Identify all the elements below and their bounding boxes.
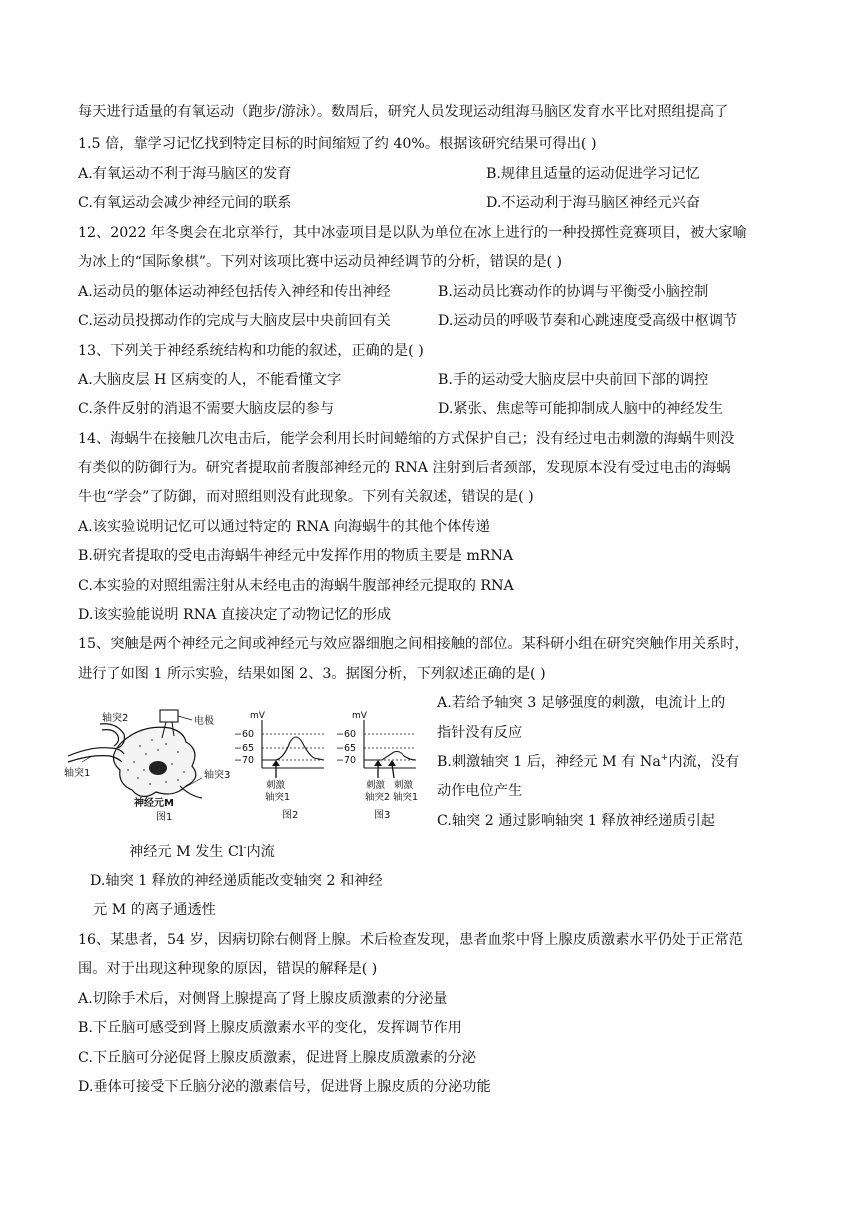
figure-2-potential-plot xyxy=(234,711,324,821)
q15-option-d-line2: 元 M 的离子通透性 xyxy=(93,902,216,918)
q11-option-a: A.有氧运动不利于海马脑区的发育 xyxy=(78,166,292,182)
q16-option-c: C.下丘脑可分泌促肾上腺皮质激素，促进肾上腺皮质激素的分泌 xyxy=(78,1050,476,1066)
fig3-tick-65: −65 xyxy=(336,743,357,754)
q14-option-a: A.该实验说明记忆可以通过特定的 RNA 向海蜗牛的其他个体传递 xyxy=(78,519,490,535)
q12-option-c: C.运动员投掷动作的完成与大脑皮层中央前回有关 xyxy=(78,313,391,329)
q11-stem-line2: 1.5 倍，靠学习记忆找到特定目标的时间缩短了约 40%。根据该研究结果可得出( ) xyxy=(78,136,597,152)
fig2-caption: 图2 xyxy=(282,810,299,821)
q11-option-c: C.有氧运动会减少神经元间的联系 xyxy=(78,195,292,211)
q14-option-b: B.研究者提取的受电击海蜗牛神经元中发挥作用的物质主要是 mRNA xyxy=(78,548,514,564)
q13-option-d: D.紧张、焦虑等可能抑制成人脑中的神经发生 xyxy=(438,401,723,417)
fig2-tick-60: −60 xyxy=(234,729,255,740)
q15-option-c-line2: 神经元 M 发生 Cl-内流 xyxy=(129,843,275,860)
q16-stem-line1: 16、某患者，54 岁，因病切除右侧肾上腺。术后检查发现，患者血浆中肾上腺皮质激素水平仍处于正常范 xyxy=(78,932,743,948)
q15-option-b-line2: 动作电位产生 xyxy=(437,783,523,799)
fig3-label-stimulus-2: 刺激 xyxy=(394,780,414,791)
q14-stem-line1: 14、海蜗牛在接触几次电击后，能学会利用长时间蜷缩的方式保护自己；没有经过电击刺激的海蜗牛则没 xyxy=(78,431,735,447)
q13-option-c: C.条件反射的消退不需要大脑皮层的参与 xyxy=(78,401,335,417)
q16-option-a: A.切除手术后，对侧肾上腺提高了肾上腺皮质激素的分泌量 xyxy=(78,991,448,1007)
figure-3-potential-plot xyxy=(336,711,418,821)
q12-option-d: D.运动员的呼吸节奏和心跳速度受高级中枢调节 xyxy=(438,313,738,329)
q15-stem-line1: 15、突触是两个神经元之间或神经元与效应器细胞之间相接触的部位。某科研小组在研究突触作用关系时， xyxy=(78,636,749,652)
q15-figure xyxy=(62,706,422,830)
q11-stem-line1: 每天进行适量的有氧运动（跑步/游泳）。数周后，研究人员发现运动组海马脑区发育水平比对照组提高了 xyxy=(78,104,729,120)
figure-1-neuron-diagram xyxy=(64,710,230,823)
fig1-label-axon1: 轴突1 xyxy=(64,768,91,779)
q12-stem-line1: 12、2022 年冬奥会在北京举行，其中冰壶项目是以队为单位在冰上进行的一种投掷性竞赛项目，被大家喻 xyxy=(78,225,747,241)
fig3-tick-60: −60 xyxy=(336,729,357,740)
fig1-label-electrode: 电极 xyxy=(194,716,214,727)
fig2-label-stimulus: 刺激 xyxy=(266,780,286,791)
fig3-label-axon1: 轴突1 xyxy=(393,792,419,803)
fig2-unit: mV xyxy=(250,711,265,721)
fig3-caption: 图3 xyxy=(374,810,391,821)
q12-option-b: B.运动员比赛动作的协调与平衡受小脑控制 xyxy=(438,284,709,300)
q14-stem-line2: 有类似的防御行为。研究者提取前者腹部神经元的 RNA 注射到后者颈部，发现原本没有受过电击的海蜗 xyxy=(78,460,731,476)
fig3-label-axon2: 轴突2 xyxy=(365,792,391,803)
q11-option-d: D.不运动利于海马脑区神经元兴奋 xyxy=(486,195,701,211)
cl-minus-superscript: - xyxy=(243,843,247,853)
q13-option-a: A.大脑皮层 H 区病变的人，不能看懂文字 xyxy=(78,372,342,388)
q13-stem: 13、下列关于神经系统结构和功能的叙述，正确的是( ) xyxy=(78,343,424,359)
fig2-tick-65: −65 xyxy=(234,743,255,754)
fig3-tick-70: −70 xyxy=(336,755,357,766)
fig1-caption: 图1 xyxy=(156,812,173,823)
q14-stem-line3: 牛也“学会”了防御，而对照组则没有此现象。下列有关叙述，错误的是( ) xyxy=(78,489,534,505)
q15-option-d-line1: D.轴突 1 释放的神经递质能改变轴突 2 和神经 xyxy=(90,873,383,889)
fig1-label-axon2: 轴突2 xyxy=(102,713,129,724)
q16-option-d: D.垂体可接受下丘脑分泌的激素信号，促进肾上腺皮质的分泌功能 xyxy=(78,1079,491,1095)
fig2-tick-70: −70 xyxy=(234,755,255,766)
q15-option-a-line1: A.若给予轴突 3 足够强度的刺激，电流计上的 xyxy=(437,695,726,711)
q12-stem-line2: 为冰上的“国际象棋”。下列对该项比赛中运动员神经调节的分析，错误的是( ) xyxy=(78,254,563,270)
q12-option-a: A.运动员的躯体运动神经包括传入神经和传出神经 xyxy=(78,284,391,300)
fig3-label-stimulus-1: 刺激 xyxy=(366,780,386,791)
q14-option-c: C.本实验的对照组需注射从未经电击的海蜗牛腹部神经元提取的 RNA xyxy=(78,578,514,594)
q16-option-b: B.下丘脑可感受到肾上腺皮质激素水平的变化，发挥调节作用 xyxy=(78,1020,462,1036)
q15-option-c-line1: C.轴突 2 通过影响轴突 1 释放神经递质引起 xyxy=(437,813,715,829)
fig2-label-axon1: 轴突1 xyxy=(265,792,291,803)
q11-option-b: B.规律且适量的运动促进学习记忆 xyxy=(486,166,700,182)
q15-option-a-line2: 指针没有反应 xyxy=(437,725,523,741)
q16-stem-line2: 围。对于出现这种现象的原因，错误的解释是( ) xyxy=(78,961,378,977)
q15-option-b-line1: B.刺激轴突 1 后，神经元 M 有 Na+内流，没有 xyxy=(437,753,740,770)
fig1-label-neuron-m: 神经元M xyxy=(134,798,174,809)
q15-stem-line2: 进行了如图 1 所示实验，结果如图 2、3。据图分析，下列叙述正确的是( ) xyxy=(78,666,546,682)
fig3-unit: mV xyxy=(352,711,367,721)
na-plus-superscript: + xyxy=(660,753,669,763)
q13-option-b: B.手的运动受大脑皮层中央前回下部的调控 xyxy=(438,372,709,388)
fig1-label-axon3: 轴突3 xyxy=(204,770,231,781)
q14-option-d: D.该实验能说明 RNA 直接决定了动物记忆的形成 xyxy=(78,607,392,623)
